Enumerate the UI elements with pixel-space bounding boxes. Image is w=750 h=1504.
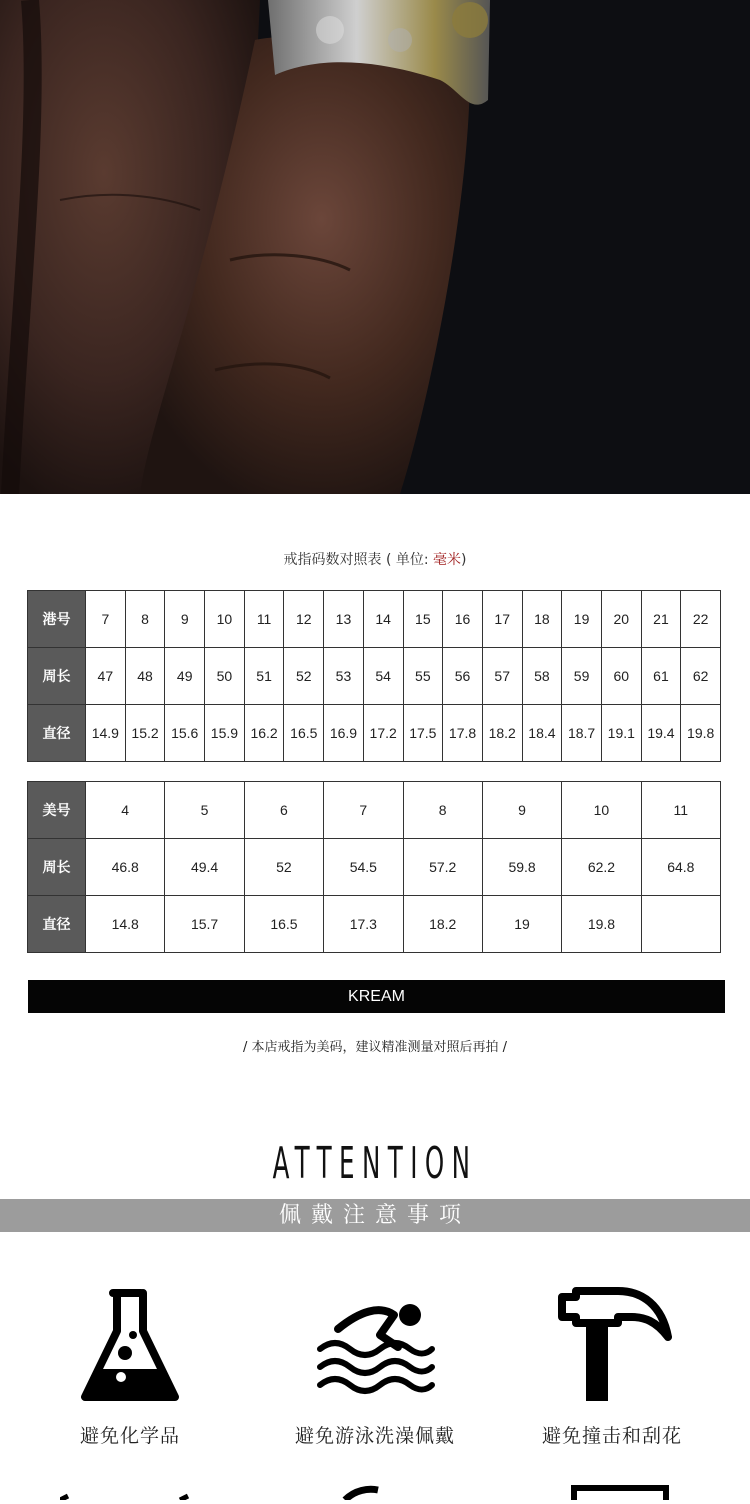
hk-size-table	[27, 590, 721, 762]
care-item-chemicals	[10, 1285, 250, 1448]
care-item-label: 避免化学品	[79, 1425, 180, 1447]
row-header: 港号	[28, 591, 86, 648]
table-row	[28, 591, 721, 648]
table-cell: 9	[165, 591, 205, 648]
table-row	[28, 648, 721, 705]
table-cell: 10	[562, 782, 641, 839]
table-cell: 13	[324, 591, 364, 648]
table-cell: 18	[522, 591, 562, 648]
table-cell: 57.2	[403, 839, 482, 896]
row-header: 周长	[28, 648, 86, 705]
attention-subtitle: 佩戴注意事项	[0, 1199, 750, 1232]
table-cell: 16.2	[244, 705, 284, 762]
care-item-impact	[492, 1285, 732, 1448]
flask-icon	[75, 1285, 185, 1405]
size-chart-title	[0, 549, 750, 569]
table-cell: 49	[165, 648, 205, 705]
size-chart-title-end: )	[461, 552, 467, 568]
table-cell: 18.2	[482, 705, 522, 762]
table-row	[28, 896, 721, 953]
us-size-table	[27, 781, 721, 953]
table-cell: 14.9	[86, 705, 126, 762]
product-photo	[0, 0, 750, 494]
table-cell: 15	[403, 591, 443, 648]
table-cell: 47	[86, 648, 126, 705]
row-header: 美号	[28, 782, 86, 839]
table-cell: 19.4	[641, 705, 681, 762]
table-cell: 15.2	[125, 705, 165, 762]
table-cell: 54	[363, 648, 403, 705]
table-cell: 17	[482, 591, 522, 648]
hammer-icon	[552, 1285, 672, 1405]
table-cell: 48	[125, 648, 165, 705]
table-cell: 16.5	[244, 896, 323, 953]
table-cell: 19	[562, 591, 602, 648]
size-chart-title-text: 戒指码数对照表 ( 单位:	[283, 552, 434, 568]
table-row	[28, 705, 721, 762]
table-cell: 46.8	[86, 839, 165, 896]
table-cell: 58	[522, 648, 562, 705]
table-cell: 64.8	[641, 839, 720, 896]
table-cell: 20	[601, 591, 641, 648]
table-cell: 56	[443, 648, 483, 705]
sizing-note: / 本店戒指为美码，建议精准测量对照后再拍 /	[242, 1040, 508, 1055]
row-header: 直径	[28, 705, 86, 762]
size-chart-unit: 毫米	[433, 552, 462, 568]
table-cell: 59	[562, 648, 602, 705]
table-cell: 52	[284, 648, 324, 705]
table-cell: 15.7	[165, 896, 244, 953]
table-cell: 16	[443, 591, 483, 648]
care-item-swimming	[255, 1285, 495, 1448]
table-cell: 12	[284, 591, 324, 648]
table-cell: 15.9	[205, 705, 245, 762]
table-cell: 15.6	[165, 705, 205, 762]
table-cell: 7	[324, 782, 403, 839]
table-cell: 60	[601, 648, 641, 705]
table-cell: 50	[205, 648, 245, 705]
table-cell: 14	[363, 591, 403, 648]
table-cell: 54.5	[324, 839, 403, 896]
table-cell: 16.9	[324, 705, 364, 762]
table-cell: 19.1	[601, 705, 641, 762]
table-cell: 14.8	[86, 896, 165, 953]
attention-title: ATTENTION	[272, 1138, 478, 1189]
table-cell: 19	[482, 896, 561, 953]
table-cell: 62	[681, 648, 721, 705]
row-header: 周长	[28, 839, 86, 896]
care-item-label: 避免撞击和刮花	[541, 1425, 682, 1447]
table-cell	[641, 896, 720, 953]
table-cell: 7	[86, 591, 126, 648]
table-cell: 10	[205, 591, 245, 648]
table-row	[28, 839, 721, 896]
table-cell: 62.2	[562, 839, 641, 896]
table-cell: 22	[681, 591, 721, 648]
table-cell: 19.8	[562, 896, 641, 953]
table-cell: 21	[641, 591, 681, 648]
table-cell: 18.7	[562, 705, 602, 762]
table-cell: 11	[244, 591, 284, 648]
care-item-label: 避免游泳洗澡佩戴	[294, 1425, 455, 1447]
table-cell: 61	[641, 648, 681, 705]
table-cell: 19.8	[681, 705, 721, 762]
table-cell: 4	[86, 782, 165, 839]
table-cell: 57	[482, 648, 522, 705]
next-icon-partial	[60, 1484, 190, 1504]
table-cell: 17.3	[324, 896, 403, 953]
next-icon-partial	[340, 1484, 390, 1504]
table-cell: 53	[324, 648, 364, 705]
table-cell: 5	[165, 782, 244, 839]
next-icon-partial	[570, 1484, 670, 1504]
table-cell: 16.5	[284, 705, 324, 762]
table-cell: 11	[641, 782, 720, 839]
table-cell: 49.4	[165, 839, 244, 896]
table-cell: 9	[482, 782, 561, 839]
table-cell: 8	[403, 782, 482, 839]
table-cell: 8	[125, 591, 165, 648]
table-cell: 17.8	[443, 705, 483, 762]
table-cell: 6	[244, 782, 323, 839]
brand-bar: KREAM	[28, 980, 725, 1013]
table-row	[28, 782, 721, 839]
table-cell: 52	[244, 839, 323, 896]
table-cell: 51	[244, 648, 284, 705]
swimmer-icon	[310, 1285, 440, 1405]
table-cell: 18.4	[522, 705, 562, 762]
table-cell: 17.2	[363, 705, 403, 762]
table-cell: 55	[403, 648, 443, 705]
row-header: 直径	[28, 896, 86, 953]
table-cell: 17.5	[403, 705, 443, 762]
table-cell: 18.2	[403, 896, 482, 953]
table-cell: 59.8	[482, 839, 561, 896]
